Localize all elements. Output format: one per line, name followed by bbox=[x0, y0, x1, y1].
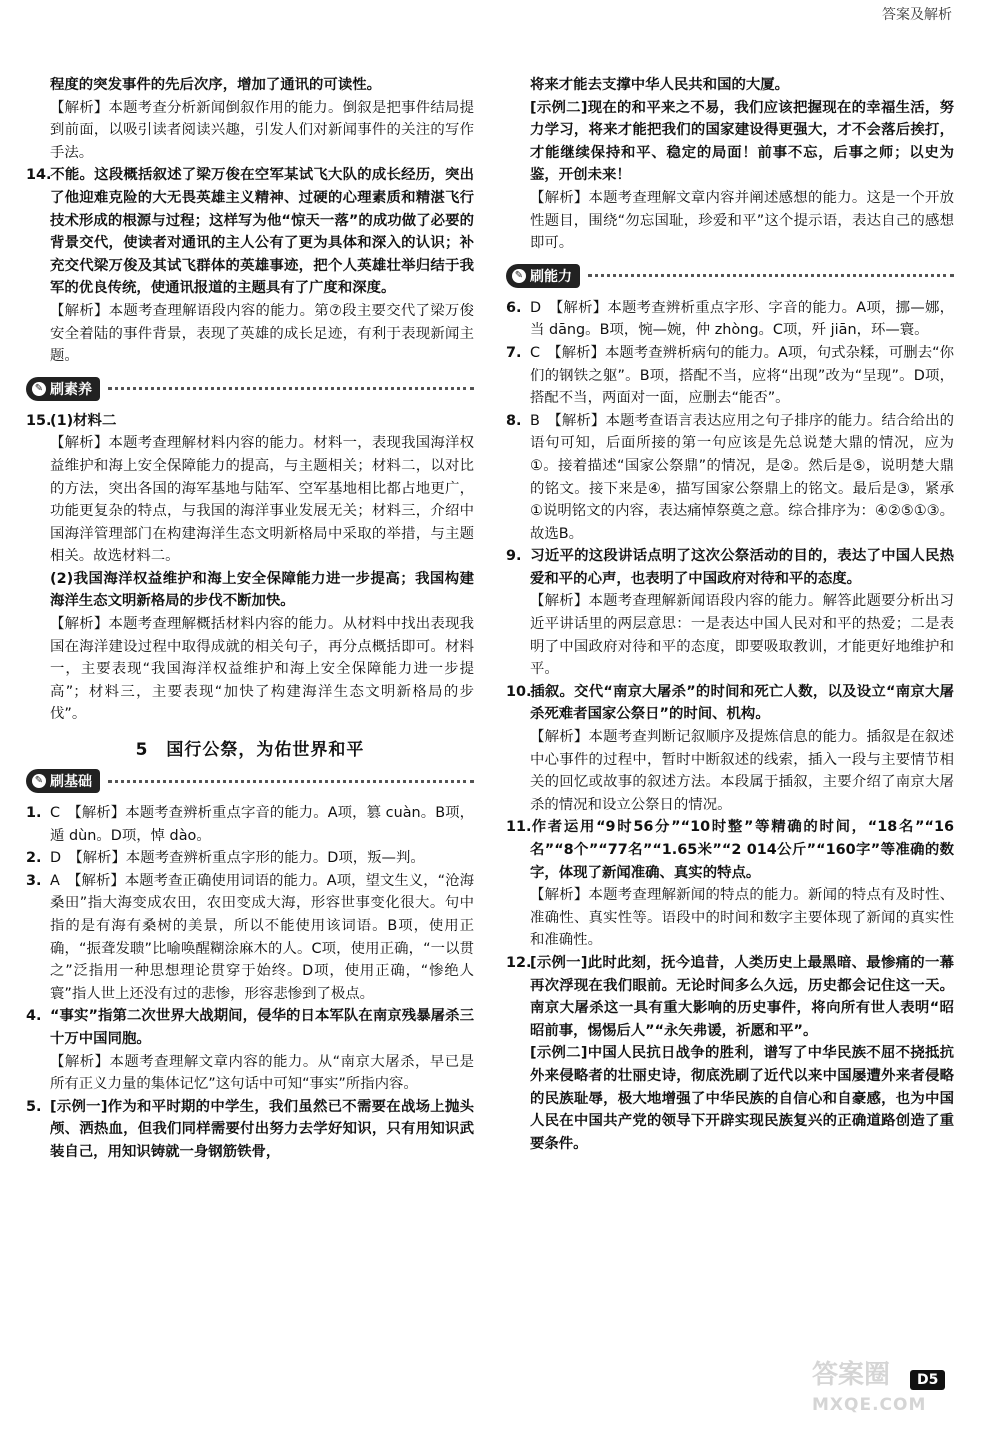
answer-text: [示例二]现在的和平来之不易，我们应该把握现在的幸福生活，努力学习，将来才能把我们的国家建设得更强大，才不会落后挨打，才能继续保持和平、稳定的局面！前事不忘，后事之师；以史为鉴，开创未来！ bbox=[530, 99, 954, 184]
answer-text: [示例二]中国人民抗日战争的胜利，谱写了中华民族不屈不挠抵抗外来侵略者的壮丽史诗，彻底洗刷了近代以来中国屡遭外来者侵略的民族耻辱，极大地增强了中华民族的自信心和自豪感，也为中国人民在中国共产党的领导下开辟实现民族复兴的正确道路创造了重要条件。 bbox=[530, 1045, 954, 1152]
question-5: 5. [示例一]作为和平时期的中学生，我们虽然已不需要在战场上抛头颅、洒热血，但我们同样需要付出努力去学好知识，只有用知识武装自己，用知识铸就一身钢筋铁骨， bbox=[26, 1096, 474, 1164]
watermark-logo: 答案圈 MXQE.COM bbox=[812, 1360, 927, 1415]
question-8: 8. B 【解析】本题考查语言表达应用之句子排序的能力。结合给出的语句可知，后面所接的第一句应该是先总说楚大鼎的情况，应为①。接着描述“国家公祭鼎”的情况，是②。然后是⑤，说明楚大鼎的铭文。接下来是④，描写国家公祭鼎上的铭文。最后是③，紧承①说明铭文的内容，表达痛悼祭奠之意。综合排序为：④②⑤①③。故选B。 bbox=[506, 410, 954, 546]
question-number: 2. bbox=[26, 850, 42, 867]
question-number: 8. bbox=[506, 412, 522, 429]
analysis-text: 【解析】本题考查理解新闻的特点的能力。新闻的特点有及时性、准确性、真实性等。语段中的时间和数字主要体现了新闻的真实性和准确性。 bbox=[530, 887, 954, 949]
banner-tag: ✎ 刷素养 bbox=[26, 377, 100, 401]
analysis-text: 【解析】本题考查理解文章内容的能力。从“南京大屠杀，早已是所有正义力量的集体记忆”这句话中可知“事实”所指内容。 bbox=[50, 1053, 474, 1093]
right-column bbox=[506, 74, 954, 1155]
question-number: 9. bbox=[506, 548, 522, 565]
analysis-text: 【解析】本题考查理解语段内容的能力。第⑦段主要交代了梁万俊安全着陆的事件背景，表现了英雄的成长足迹，有利于表现新闻主题。 bbox=[50, 302, 474, 365]
dotted-divider bbox=[108, 780, 474, 783]
question-number: 12. bbox=[506, 954, 532, 971]
question-number: 4. bbox=[26, 1008, 42, 1025]
section-banner-literacy bbox=[26, 375, 474, 403]
question-2: 2. D 【解析】本题考查辨析重点字形的能力。D项，叛—判。 bbox=[26, 847, 474, 870]
question-number: 6. bbox=[506, 299, 522, 316]
dotted-divider bbox=[108, 387, 474, 390]
question-12: 12.[示例一]此时此刻，抚今追昔，人类历史上最黑暗、最惨痛的一幕再次浮现在我们眼前。无论时间多么久远，历史都会记住这一天。南京大屠杀这一具有重大影响的历史事件，将向所有世人表明“昭昭前事，惕惕后人”“永矢弗谖，祈愿和平”。 bbox=[506, 952, 954, 1042]
section-title: 5 国行公祭，为佑世界和平 bbox=[135, 740, 365, 761]
analysis-text: 【解析】本题考查理解新闻语段内容的能力。解答此题要分析出习近平讲话里的两层意思：一是表达中国人民对和平的热爱；二是表明了中国政府对待和平的态度，即要吸取教训，才能更好地维护和平。 bbox=[530, 593, 954, 678]
answer-text: 将来才能去支撑中华人民共和国的大厦。 bbox=[530, 77, 790, 93]
question-number: 7. bbox=[506, 344, 522, 361]
dotted-divider bbox=[588, 274, 954, 277]
page-header: 答案及解析 bbox=[882, 7, 952, 23]
question-number: 1. bbox=[26, 805, 42, 822]
question-11: 11.作者运用“9时56分”“10时整”等精确的时间，“18名”“16名”“8个”“77名”“1.65米”“2 014公斤”“160字”等准确的数字，体现了新闻准确、真实的特点。 bbox=[506, 816, 954, 884]
banner-tag: ✎ 刷基础 bbox=[26, 769, 100, 793]
answer-text: 程度的突发事件的先后次序，增加了通讯的可读性。 bbox=[50, 77, 381, 93]
question-4: 4. “事实”指第二次世界大战期间，侵华的日本军队在南京残暴屠杀三十万中国同胞。 bbox=[26, 1005, 474, 1050]
banner-tag: ✎ 刷能力 bbox=[506, 264, 580, 288]
page-number: D5 bbox=[910, 1370, 945, 1390]
question-number: 14. bbox=[26, 167, 52, 184]
question-7: 7. C 【解析】本题考查辨析病句的能力。A项，句式杂糅，可删去“你们的钢铁之躯”。B项，搭配不当，应将“出现”改为“呈现”。D项，搭配不当，两面对一面，应删去“能否”。 bbox=[506, 342, 954, 410]
analysis-text: 【解析】本题考查分析新闻倒叙作用的能力。倒叙是把事件结局提到前面，以吸引读者阅读兴趣，引发人们对新闻事件的关注的写作手法。 bbox=[50, 99, 474, 161]
analysis-text: 【解析】本题考查理解文章内容并阐述感想的能力。这是一个开放性题目，围绕“勿忘国耻，珍爱和平”这个提示语，表达自己的感想即可。 bbox=[530, 189, 954, 252]
section-banner-basics bbox=[26, 767, 474, 795]
question-number: 10. bbox=[506, 683, 532, 700]
pen-icon: ✎ bbox=[32, 774, 46, 788]
question-6: 6. D 【解析】本题考查辨析重点字形、字音的能力。A项，挪—娜，当 dāng。B项，惋—婉，仲 zhòng。C项，歼 jiān，环—寰。 bbox=[506, 297, 954, 342]
section-banner-ability bbox=[506, 262, 954, 290]
answer-text: (1)材料二 bbox=[50, 412, 117, 429]
analysis-text: 【解析】本题考查理解概括材料内容的能力。从材料中找出表现我国在海洋建设过程中取得成就的相关句子，再分点概括即可。材料一，主要表现“我国海洋权益维护和海上安全保障能力进一步提高”；材料三，主要表现“加快了构建海洋生态文明新格局的步伐”。 bbox=[50, 616, 474, 723]
left-column bbox=[26, 74, 474, 1164]
question-number: 15. bbox=[26, 412, 52, 429]
question-14 bbox=[26, 164, 474, 300]
question-15 bbox=[26, 410, 474, 433]
pen-icon: ✎ bbox=[512, 269, 526, 283]
question-number: 3. bbox=[26, 872, 42, 889]
analysis-text: 【解析】本题考查判断记叙顺序及提炼信息的能力。插叙是在叙述中心事件的过程中，暂时中断叙述的线索，插入一段与主要情节相关的回忆或故事的叙述方法。本段属于插叙，主要介绍了南京大屠杀的情况和设立公祭日的情况。 bbox=[530, 729, 954, 813]
question-9: 9. 习近平的这段讲话点明了这次公祭活动的目的，表达了中国人民热爱和平的心声，也表明了中国政府对待和平的态度。 bbox=[506, 545, 954, 590]
question-3: 3. A 【解析】本题考查正确使用词语的能力。A项，望文生义，“沧海桑田”指大海变成农田，农田变成大海，形容世事变化很大。句中指的是有海有桑树的美景，所以不能使用该词语。B项，使用正确，“振聋发聩”比喻唤醒糊涂麻木的人。C项，使用正确，“一以贯之”泛指用一种思想理论贯穿于始终。D项，使用正确，“惨绝人寰”指人世上还没有过的悲惨，形容悲惨到了极点。 bbox=[26, 870, 474, 1006]
analysis-text: 【解析】本题考查理解材料内容的能力。材料一，表现我国海洋权益维护和海上安全保障能力的提高，与主题相关；材料二，以对比的方法，突出各国的海军基地与陆军、空军基地相比都占地更广，功能更复杂的特点，与我国的海洋事业发展无关；材料三，介绍中国海洋管理部门在构建海洋生态文明新格局中采取的举措，与主题相关。故选材料二。 bbox=[50, 435, 474, 565]
pen-icon: ✎ bbox=[32, 382, 46, 396]
question-1: 1. C 【解析】本题考查辨析重点字音的能力。A项，篡 cuàn。B项，遁 dùn。D项，悼 dào。 bbox=[26, 802, 474, 847]
question-number: 5. bbox=[26, 1098, 42, 1115]
answer-text: 不能。这段概括叙述了梁万俊在空军某试飞大队的成长经历，突出了他迎难克险的大无畏英雄主义精神、过硬的心理素质和精湛飞行技术形成的根源与过程；这样写为他“惊天一落”的成功做了必要的背景交代，使读者对通讯的主人公有了更为具体和深入的认识；补充交代梁万俊及其试飞群体的英雄事迹，把个人英雄壮举归结于我军的优良传统，使通讯报道的主题具有了广度和深度。 bbox=[50, 167, 474, 297]
question-10: 10.插叙。交代“南京大屠杀”的时间和死亡人数，以及设立“南京大屠杀死难者国家公祭日”的时间、机构。 bbox=[506, 681, 954, 726]
answer-text: (2)我国海洋权益维护和海上安全保障能力进一步提高；我国构建海洋生态文明新格局的步伐不断加快。 bbox=[50, 570, 474, 610]
question-number: 11. bbox=[506, 819, 532, 836]
